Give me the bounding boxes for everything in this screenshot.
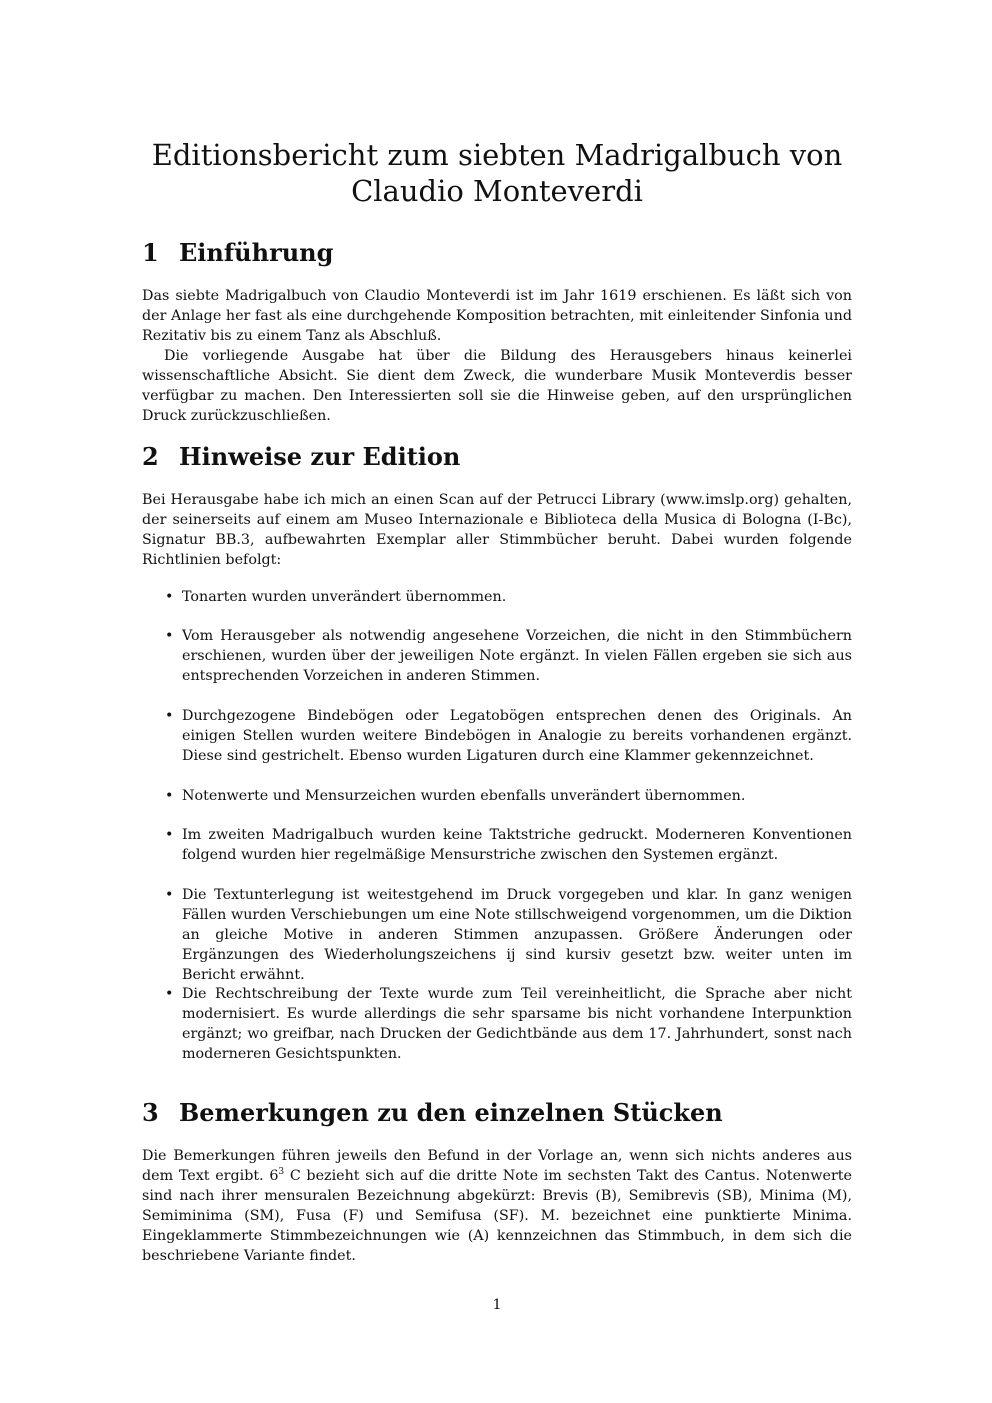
section-2-heading [142,443,460,471]
list-item [142,786,852,806]
title-line-2: Claudio Monteverdi [351,174,643,208]
section-title: Einführung [179,238,334,267]
section-title: Bemerkungen zu den einzelnen Stücken [179,1098,723,1127]
superscript: 3 [278,1167,285,1177]
section-number: 2 [142,442,159,471]
list-item [142,885,852,985]
bullet-icon: • [165,628,174,644]
page-number: 1 [492,1297,502,1313]
list-item-text: Notenwerte und Mensurzeichen wurden ebenfalls unverändert übernommen. [182,788,746,804]
list-item-text: Die Textunterlegung ist weitestgehend im Druck vorgegeben und klar. In ganz wenigen Fällen wurden Verschiebungen um eine Note stillschweigend vorgenommen, um die Diktion an gleiche Motive in anderen Stimmen anzupassen. Größere Änderungen oder Ergänzungen des Wiederholungszeichens ij sind kursiv gesetzt bzw. weiter unten im Bericht erwähnt. [182,887,852,983]
section-1-body [142,286,852,426]
section-3-heading [142,1099,723,1127]
paragraph: Bei Herausgabe habe ich mich an einen Scan auf der Petrucci Library (www.imslp.org) gehalten, der seinerseits auf einem am Museo Internazionale e Biblioteca della Musica di Bologna (I-Bc), Signatur BB.3, aufbewahrten Exemplar aller Stimmbücher beruht. Dabei wurden folgende Richtlinien befolgt: [142,492,852,568]
section-1-heading [142,239,333,267]
paragraph-text: Die Bemerkungen führen jeweils den Befund in der Vorlage an, wenn sich nichts anderes aus dem Text ergibt. 6 [142,1148,852,1184]
list-item-text: Im zweiten Madrigalbuch wurden keine Taktstriche gedruckt. Moderneren Konventionen folgend wurden hier regelmäßige Mensurstriche zwischen den Systemen ergänzt. [182,827,852,863]
list-item-text: Vom Herausgeber als notwendig angesehene Vorzeichen, die nicht in den Stimmbüchern erschienen, wurden über der jeweiligen Note ergänzt. In vielen Fällen ergeben sie sich aus entsprechenden Vorzeichen in anderen Stimmen. [182,628,852,684]
list-item [142,587,852,607]
bullet-icon: • [165,887,174,903]
title-line-1: Editionsbericht zum siebten Madrigalbuch von [151,138,843,172]
paragraph-text: C bezieht sich auf die dritte Note im sechsten Takt des Cantus. Notenwerte sind nach ihrer mensuralen Bezeichnung abgekürzt: Brevis (B), Semibrevis (SB), Minima (M), Semiminima (SM), Fusa (F) und Semifusa (SF). M. bezeichnet eine punktierte Minima. Eingeklammerte Stimmbezeichnungen wie (A) kennzeichnen das Stimmbuch, in dem sich die beschriebene Variante findet. [142,1168,852,1264]
list-item [142,626,852,686]
bullet-icon: • [165,788,174,804]
bullet-icon: • [165,986,174,1002]
paragraph: Das siebte Madrigalbuch von Claudio Monteverdi ist im Jahr 1619 erschienen. Es läßt sich von der Anlage her fast als eine durchgehende Komposition betrachten, mit einleitender Sinfonia und Rezitativ bis zu einem Tanz als Abschluß. [142,288,852,344]
section-number: 3 [142,1098,159,1127]
list-item-text: Durchgezogene Bindebögen oder Legatobögen entsprechen denen des Originals. An einigen Stellen wurden weitere Bindebögen in Analogie zu bereits vorhandenen ergänzt. Diese sind gestrichelt. Ebenso wurden Ligaturen durch eine Klammer gekennzeichnet. [182,708,852,764]
bullet-icon: • [165,708,174,724]
list-item [142,706,852,766]
section-2-intro [142,490,852,570]
paragraph: Die vorliegende Ausgabe hat über die Bildung des Herausgebers hinaus keinerlei wissenschaftliche Absicht. Sie dient dem Zweck, die wunderbare Musik Monteverdis besser verfügbar zu machen. Den Interessierten soll sie die Hinweise geben, auf den ursprünglichen Druck zurückzuschließen. [142,348,852,424]
list-item [142,825,852,865]
bullet-icon: • [165,827,174,843]
section-number: 1 [142,238,159,267]
list-item-text: Die Rechtschreibung der Texte wurde zum Teil vereinheitlicht, die Sprache aber nicht modernisiert. Es wurde allerdings die sehr sparsame bis nicht vorhandene Interpunktion ergänzt; wo greifbar, nach Drucken der Gedichtbände aus dem 17. Jahrhundert, sonst nach moderneren Gesichtspunkten. [182,986,852,1062]
paragraph [142,1146,852,1266]
section-title: Hinweise zur Edition [179,442,461,471]
section-3-body [142,1146,852,1266]
bullet-icon: • [165,589,174,605]
list-item [142,984,852,1064]
list-item-text: Tonarten wurden unverändert übernommen. [182,589,507,605]
document-title [142,137,852,209]
